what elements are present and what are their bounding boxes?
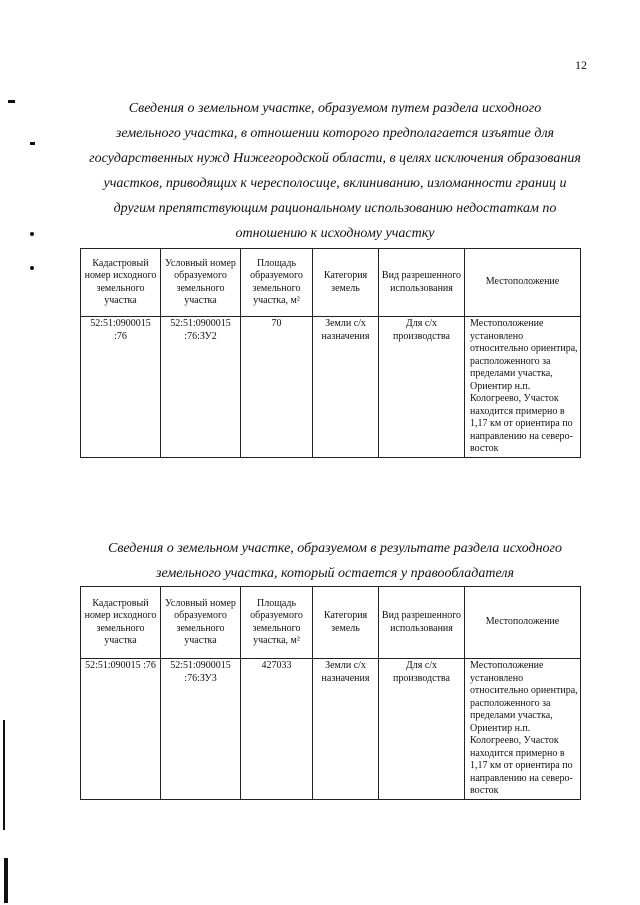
cell-cadastral-number: 52:51:0900015 :76 [81,317,161,458]
scan-mark [30,142,35,145]
cell-conditional-number: 52:51:0900015 :76:ЗУ2 [161,317,241,458]
section-2-table [80,586,581,800]
cell-land-category: Земли с/х назначения [313,317,379,458]
cell-land-category: Земли с/х назначения [313,659,379,800]
cell-location: Местоположение установлено относительно ориентира, расположенного за пределами участка, Ориентир н.п. Кологреево, Участок находится примерно в 1,17 км от ориентира по направлению на северо-восток [465,659,581,800]
col-area: Площадь образуемого земельного участка, м² [241,587,313,659]
col-conditional-number: Условный номер образуемого земельного участка [161,587,241,659]
section-1-table [80,248,581,458]
scan-mark [30,232,34,236]
section-2-title [70,536,600,586]
col-conditional-number: Условный номер образуемого земельного участка [161,249,241,317]
title-line: земельного участка, который остается у правообладателя [156,566,514,581]
col-area: Площадь образуемого земельного участка, м² [241,249,313,317]
title-line: земельного участка, в отношении которого предполагается изъятие для [115,126,555,141]
cell-conditional-number: 52:51:0900015 :76:ЗУ3 [161,659,241,800]
col-location: Местоположение [465,587,581,659]
scan-mark [30,266,34,270]
title-line: Сведения о земельном участке, образуемом в результате раздела исходного [108,541,562,556]
title-line: государственных нужд Нижегородской области, в целях исключения образования [89,151,581,166]
col-permitted-use: Вид разрешенного использования [379,587,465,659]
col-permitted-use: Вид разрешенного использования [379,249,465,317]
title-line: отношению к исходному участку [235,226,435,241]
title-line: другим препятствующим рациональному использованию недостаткам по [113,201,557,216]
cell-area: 70 [241,317,313,458]
cell-permitted-use: Для с/х производства [379,659,465,800]
table-header-row [81,587,581,659]
col-cadastral-number: Кадастровый номер исходного земельного участка [81,249,161,317]
cell-cadastral-number: 52:51:090015 :76 [81,659,161,800]
title-line: участков, приводящих к чересполосице, вклиниванию, изломанности границ и [103,176,567,191]
table-row [81,317,581,458]
scan-mark [4,858,8,903]
cell-location: Местоположение установлено относительно ориентира, расположенного за пределами участка, Ориентир н.п. Кологреево, Участок находится примерно в 1,17 км от ориентира по направлению на северо-восток [465,317,581,458]
scan-mark [3,720,5,830]
col-cadastral-number: Кадастровый номер исходного земельного участка [81,587,161,659]
col-land-category: Категория земель [313,249,379,317]
cell-permitted-use: Для с/х производства [379,317,465,458]
cell-area: 427033 [241,659,313,800]
table-header-row [81,249,581,317]
col-land-category: Категория земель [313,587,379,659]
col-location: Местоположение [465,249,581,317]
title-line: Сведения о земельном участке, образуемом путем раздела исходного [128,101,542,116]
page-number: 12 [575,58,587,72]
scan-mark [8,100,15,103]
section-1-title [70,96,600,246]
table-row [81,659,581,800]
